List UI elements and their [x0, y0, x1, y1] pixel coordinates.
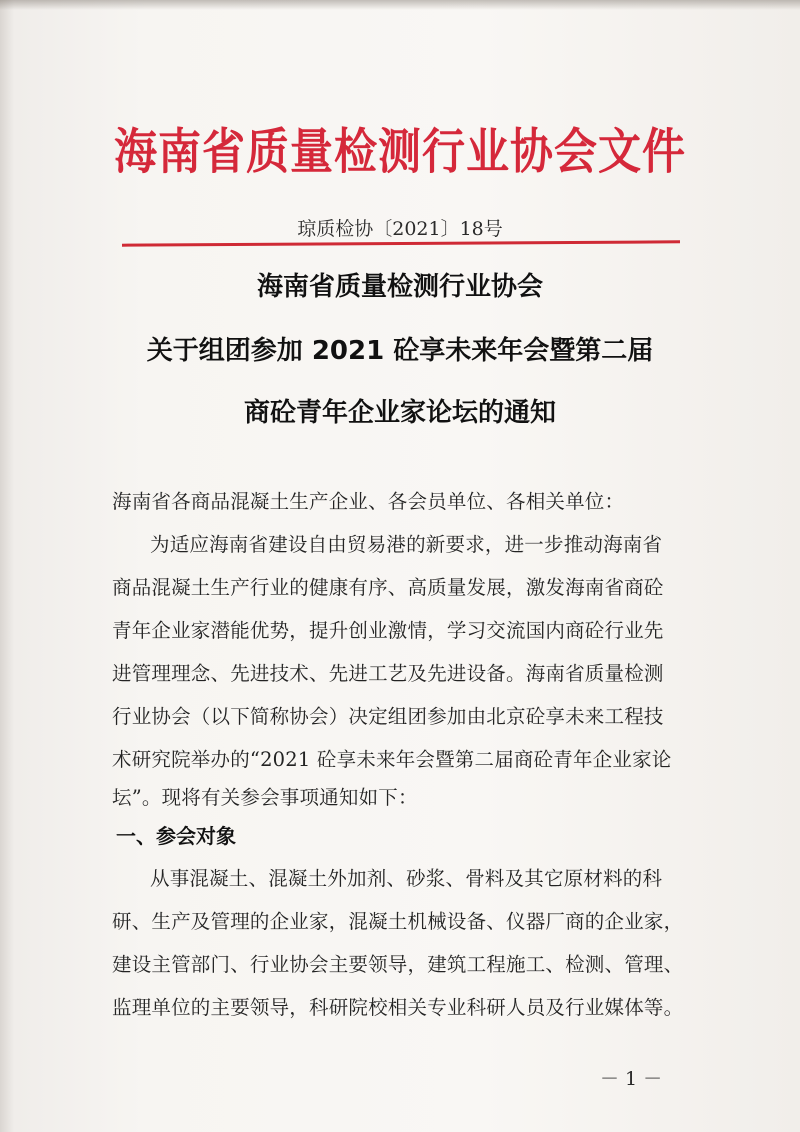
section-heading: 一、参会对象	[116, 824, 236, 848]
intro-paragraph-line: 术研究院举办的“2021 砼享未来年会暨第二届商砼青年企业家论	[112, 748, 672, 771]
section-paragraph-line: 监理单位的主要领导，科研院校相关专业科研人员及行业媒体等。	[112, 996, 684, 1019]
salutation: 海南省各商品混凝土生产企业、各会员单位、各相关单位：	[112, 490, 625, 513]
intro-paragraph-line: 商品混凝土生产行业的健康有序、高质量发展，激发海南省商砼	[112, 576, 664, 599]
intro-paragraph-line: 行业协会（以下简称协会）决定组团参加由北京砼享未来工程技	[112, 705, 664, 728]
red-header-title: 海南省质量检测行业协会文件	[114, 124, 686, 181]
intro-paragraph-line: 青年企业家潜能优势，提升创业激情，学习交流国内商砼行业先	[112, 619, 664, 642]
notice-title-line-2: 关于组团参加 2021 砼享未来年会暨第二届	[146, 336, 654, 366]
section-paragraph-line: 从事混凝土、混凝土外加剂、砂浆、骨料及其它原材料的科	[150, 867, 663, 890]
intro-paragraph-line: 坛”。现将有关参会事项通知如下：	[112, 786, 418, 809]
notice-title-line-1: 海南省质量检测行业协会	[256, 272, 543, 302]
section-paragraph-line: 建设主管部门、行业协会主要领导，建筑工程施工、检测、管理、	[112, 953, 684, 976]
intro-paragraph-line: 进管理理念、先进技术、先进工艺及先进设备。海南省质量检测	[112, 662, 664, 685]
page-number: － 1 －	[600, 1068, 663, 1090]
intro-paragraph-line: 为适应海南省建设自由贸易港的新要求，进一步推动海南省	[150, 533, 663, 556]
document-number: 琼质检协〔2021〕18号	[297, 218, 503, 240]
scan-top-shadow	[0, 0, 800, 10]
section-paragraph-line: 研、生产及管理的企业家，混凝土机械设备、仪器厂商的企业家，	[112, 910, 684, 933]
notice-title-line-3: 商砼青年企业家论坛的通知	[243, 398, 556, 428]
red-divider-line	[122, 240, 680, 246]
